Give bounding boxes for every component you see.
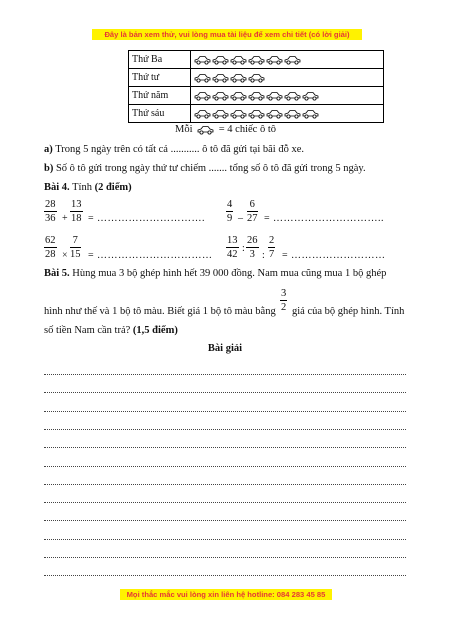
bai5-line2b (292, 306, 404, 317)
bai5-text1: Hùng mua 3 bộ ghép hình hết 39 000 đồng. Nam mua cũng mua 1 bộ ghép (72, 268, 387, 279)
car-icon (212, 55, 229, 65)
answer-dots: ………………………….. (273, 213, 384, 224)
bai5-text2b: giá của bộ ghép hình. Tính (292, 306, 405, 317)
car-icon (194, 91, 211, 101)
answer-line (44, 466, 406, 467)
pictograph-row (129, 87, 384, 105)
answer-line (44, 484, 406, 485)
pictograph-table (128, 50, 384, 123)
question-a-label: a) (44, 144, 53, 155)
fraction: $\frac{13}{18}$ (71, 199, 82, 224)
answer-dots: ……………………… (291, 250, 386, 261)
operator: + (62, 213, 68, 224)
legend-prefix: Mỗi (175, 124, 193, 135)
bai5-line1 (44, 268, 386, 279)
equals-sign: = (88, 213, 94, 224)
question-a-text: Trong 5 ngày trên có tất cả ........... ô tô đã gửi tại bãi đỗ xe. (55, 144, 304, 155)
car-icon (248, 109, 265, 119)
fraction: $\frac{62}{28}$ (45, 235, 56, 260)
answer-dots: …………………………… (97, 250, 213, 261)
car-icon (230, 91, 247, 101)
equals-sign: = (282, 250, 288, 261)
car-icon (212, 73, 229, 83)
equals-sign: = (88, 250, 94, 261)
bai4-points: (2 điểm) (94, 182, 132, 193)
bai5-title: Bài 5. (44, 268, 70, 279)
question-b-label: b) (44, 163, 54, 174)
bai5-text3: số tiền Nam cần trả? (44, 325, 131, 336)
answer-line (44, 447, 406, 448)
operator: – (238, 213, 243, 224)
bai5-points: (1,5 điểm) (132, 325, 178, 336)
equals-sign: = (264, 213, 270, 224)
car-icon (248, 91, 265, 101)
pictograph-row (129, 105, 384, 123)
answer-line (44, 502, 406, 503)
car-icons-cell (191, 51, 384, 69)
hotline-banner: Mọi thắc mắc vui lòng xin liên hệ hotline: 084 283 45 85 (120, 589, 332, 600)
car-icon (197, 125, 214, 135)
pictograph-row (129, 69, 384, 87)
solution-title: Bài giải (207, 343, 243, 354)
car-icon (284, 91, 301, 101)
car-icon (284, 55, 301, 65)
solution-heading (0, 343, 450, 354)
answer-line (44, 411, 406, 412)
car-icon (302, 109, 319, 119)
bai4-title: Bài 4. (44, 182, 70, 193)
car-icon (302, 91, 319, 101)
car-icon (266, 91, 283, 101)
car-icons-cell (191, 69, 384, 87)
operator: : (262, 250, 265, 261)
pictograph-row (129, 51, 384, 69)
answer-line (44, 429, 406, 430)
fraction: $\frac{13}{42}$ (227, 235, 238, 260)
car-icon (212, 91, 229, 101)
fraction: $\frac{3}{2}$ (281, 288, 287, 313)
question-b (44, 163, 366, 174)
pictograph-legend (175, 124, 276, 135)
car-icon (230, 73, 247, 83)
car-icon (230, 109, 247, 119)
car-icon (230, 55, 247, 65)
car-icons-cell (191, 87, 384, 105)
car-icon (194, 55, 211, 65)
car-icon (266, 55, 283, 65)
answer-line (44, 575, 406, 576)
bai5-line2 (44, 306, 276, 317)
question-b-text: Số ô tô gửi trong ngày thứ tư chiếm ....... tổng số ô tô đã gửi trong 5 ngày. (55, 163, 366, 174)
car-icon (248, 73, 265, 83)
car-icon (212, 109, 229, 119)
answer-line (44, 374, 406, 375)
answer-line (44, 392, 406, 393)
car-icon (194, 73, 211, 83)
operator: : (242, 243, 245, 254)
operator: × (62, 250, 68, 261)
bai5-text2a: hình như thế và 1 bộ tô màu. Biết giá 1 bộ tô màu bằng (44, 306, 276, 317)
fraction: $\frac{6}{27}$ (247, 199, 258, 224)
car-icon (248, 55, 265, 65)
answer-dots: …………………………. (97, 213, 205, 224)
fraction: $\frac{7}{15}$ (70, 235, 81, 260)
day-label: Thứ Ba (129, 51, 191, 69)
answer-line (44, 557, 406, 558)
answer-line (44, 539, 406, 540)
fraction: $\frac{28}{36}$ (45, 199, 56, 224)
bai4-heading (44, 182, 132, 193)
fraction: $\frac{2}{7}$ (269, 235, 275, 260)
question-a (44, 144, 304, 155)
car-icon (266, 109, 283, 119)
bai4-title-rest: Tính (72, 182, 92, 193)
car-icons-cell (191, 105, 384, 123)
day-label: Thứ năm (129, 87, 191, 105)
legend-suffix: = 4 chiếc ô tô (218, 124, 277, 135)
car-icon (194, 109, 211, 119)
car-icon (284, 109, 301, 119)
answer-line (44, 520, 406, 521)
fraction: $\frac{4}{9}$ (227, 199, 233, 224)
day-label: Thứ sáu (129, 105, 191, 123)
fraction: $\frac{26}{3}$ (247, 235, 258, 260)
preview-banner: Đây là bản xem thử, vui lòng mua tài liệu để xem chi tiết (có lời giải) (92, 29, 362, 40)
bai5-line3 (44, 325, 178, 336)
day-label: Thứ tư (129, 69, 191, 87)
